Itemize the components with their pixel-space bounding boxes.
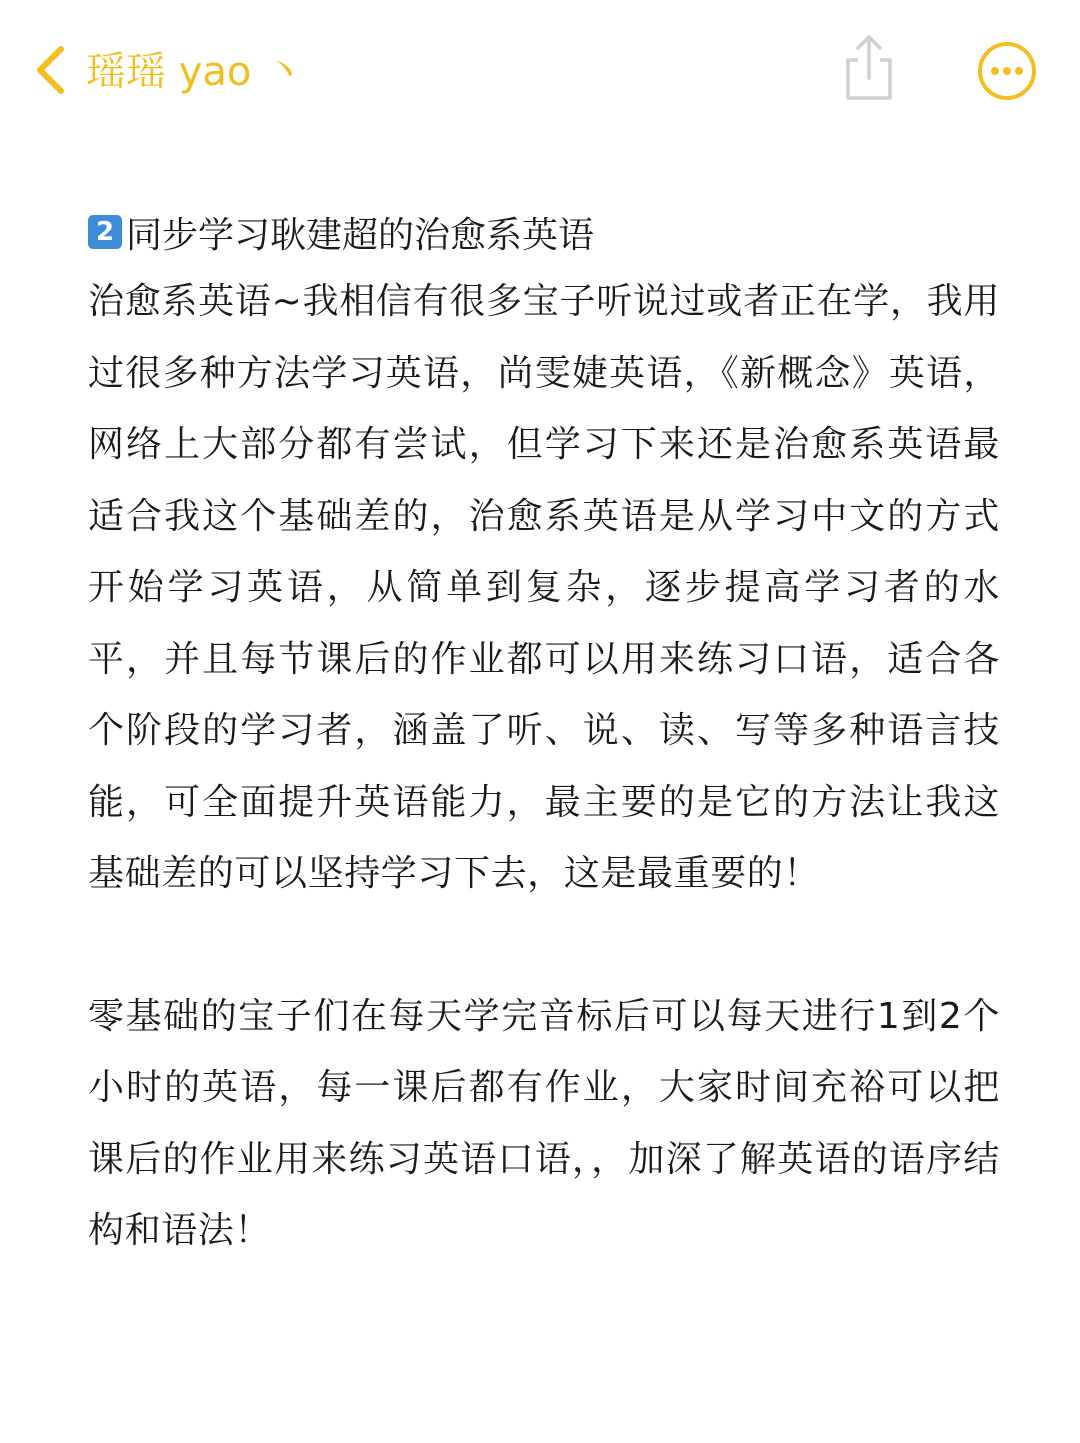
nav-title[interactable]: 瑶瑶 yao 丶	[86, 49, 305, 95]
section-heading	[88, 198, 1000, 266]
more-icon	[976, 40, 1038, 102]
chevron-left-icon	[33, 45, 67, 95]
nav-bar	[0, 0, 1080, 140]
more-button[interactable]	[976, 40, 1038, 102]
article-content	[88, 198, 1000, 1267]
section-heading-text: 同步学习耿建超的治愈系英语	[126, 214, 595, 256]
share-button[interactable]	[838, 32, 900, 104]
back-button[interactable]	[28, 42, 72, 98]
number-badge: 2	[88, 215, 122, 249]
share-icon	[838, 32, 900, 104]
paragraph-1: 治愈系英语~我相信有很多宝子听说过或者正在学，我用过很多种方法学习英语，尚雯婕英语，《新概念》英语，网络上大部分都有尝试，但学习下来还是治愈系英语最适合我这个基础差的，治愈系英语是从学习中文的方式开始学习英语，从简单到复杂，逐步提高学习者的水平，并且每节课后的作业都可以用来练习口语，适合各个阶段的学习者，涵盖了听、说、读、写等多种语言技能，可全面提升英语能力，最主要的是它的方法让我这基础差的可以坚持学习下去，这是最重要的！	[88, 281, 1000, 894]
paragraph-2: 零基础的宝子们在每天学完音标后可以每天进行1到2个小时的英语，每一课后都有作业，大家时间充裕可以把课后的作业用来练习英语口语，，加深了解英语的语序结构和语法！	[88, 995, 1000, 1251]
